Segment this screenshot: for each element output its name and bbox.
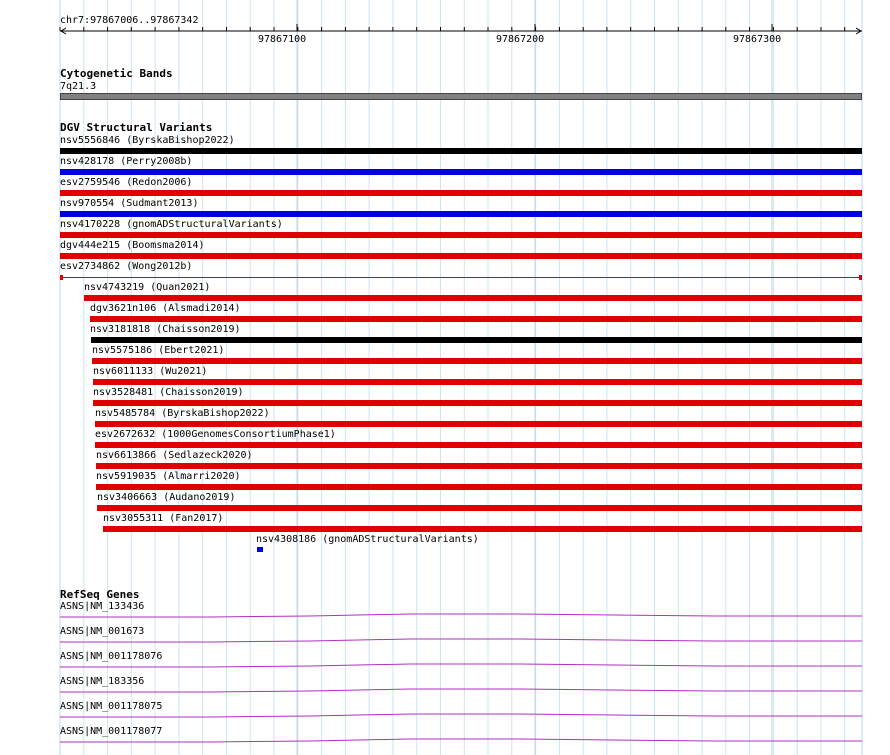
variant-bar[interactable] — [60, 148, 862, 154]
locus-label: chr7:97867006..97867342 — [60, 15, 199, 26]
gene-label: ASNS|NM_001673 — [60, 626, 145, 637]
variant-label: nsv3055311 (Fan2017) — [103, 513, 224, 524]
variant-bar[interactable] — [103, 526, 862, 532]
variant-bar[interactable] — [96, 484, 862, 490]
variant-bar[interactable] — [60, 232, 862, 238]
variant-bar[interactable] — [95, 442, 862, 448]
variant-bar[interactable] — [60, 211, 862, 217]
variant-bar[interactable] — [93, 400, 862, 406]
ruler-tick-label-3: 97867300 — [733, 34, 782, 45]
cytoband-band-bar[interactable] — [60, 93, 862, 100]
variant-label: nsv5485784 (ByrskaBishop2022) — [95, 408, 270, 419]
variant-label: nsv5575186 (Ebert2021) — [92, 345, 225, 356]
variant-bar-start-cap — [60, 275, 63, 280]
variant-bar-end-cap — [859, 275, 862, 280]
variant-label: nsv3528481 (Chaisson2019) — [93, 387, 244, 398]
variant-label: nsv5919035 (Almarri2020) — [96, 471, 241, 482]
variant-label: nsv428178 (Perry2008b) — [60, 156, 193, 167]
gene-label: ASNS|NM_001178077 — [60, 726, 163, 737]
variant-label: nsv4743219 (Quan2021) — [84, 282, 211, 293]
variant-label: dgv444e215 (Boomsma2014) — [60, 240, 205, 251]
dgv-track-title: DGV Structural Variants — [60, 121, 213, 134]
variant-bar[interactable] — [96, 463, 862, 469]
variant-bar[interactable] — [60, 169, 862, 175]
variant-label: nsv5556846 (ByrskaBishop2022) — [60, 135, 235, 146]
ruler-tick-label-2: 97867200 — [496, 34, 545, 45]
variant-bar[interactable] — [91, 337, 862, 343]
gene-label: ASNS|NM_183356 — [60, 676, 145, 687]
variant-bar[interactable] — [93, 379, 862, 385]
variant-label: nsv4170228 (gnomADStructuralVariants) — [60, 219, 283, 230]
variant-label: esv2672632 (1000GenomesConsortiumPhase1) — [95, 429, 336, 440]
variant-label: nsv3181818 (Chaisson2019) — [90, 324, 241, 335]
variant-bar[interactable] — [92, 358, 862, 364]
gene-label: ASNS|NM_001178076 — [60, 651, 163, 662]
variant-bar[interactable] — [60, 253, 862, 259]
variant-label: dgv3621n106 (Alsmadi2014) — [90, 303, 241, 314]
gene-label: ASNS|NM_001178075 — [60, 701, 163, 712]
variant-bar[interactable] — [84, 295, 862, 301]
variant-bar[interactable] — [90, 316, 862, 322]
variant-bar[interactable] — [60, 190, 862, 196]
variant-label: nsv6011133 (Wu2021) — [93, 366, 208, 377]
variant-label: nsv3406663 (Audano2019) — [97, 492, 236, 503]
variant-label: esv2734862 (Wong2012b) — [60, 261, 193, 272]
ruler-tick-label-1: 97867100 — [258, 34, 307, 45]
variant-label: nsv6613866 (Sedlazeck2020) — [96, 450, 253, 461]
variant-bar[interactable] — [257, 547, 263, 552]
variant-bar[interactable] — [95, 421, 862, 427]
refseq-track-title: RefSeq Genes — [60, 588, 140, 601]
cytoband-track-title: Cytogenetic Bands — [60, 67, 173, 80]
variant-bar[interactable] — [60, 277, 862, 278]
cytoband-band-label: 7q21.3 — [60, 81, 97, 92]
gene-label: ASNS|NM_133436 — [60, 601, 145, 612]
variant-label: nsv4308186 (gnomADStructuralVariants) — [256, 534, 479, 545]
variant-bar[interactable] — [97, 505, 862, 511]
variant-label: esv2759546 (Redon2006) — [60, 177, 193, 188]
variant-label: nsv970554 (Sudmant2013) — [60, 198, 199, 209]
